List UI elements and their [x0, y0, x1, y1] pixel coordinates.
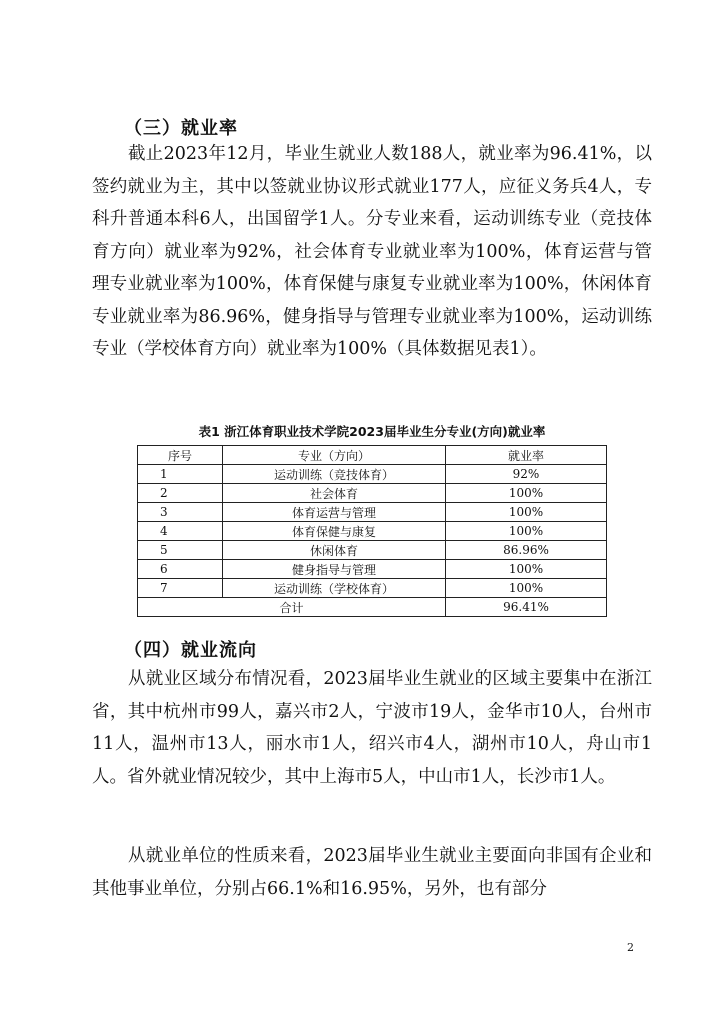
row-index: 6	[138, 560, 223, 579]
row-rate: 100%	[446, 522, 607, 541]
employment-rate-table	[137, 445, 607, 617]
row-rate: 92%	[446, 465, 607, 484]
table-caption: 表1 浙江体育职业技术学院2023届毕业生分专业(方向)就业率	[198, 424, 546, 439]
header-rate: 就业率	[446, 446, 607, 465]
table-row	[138, 579, 607, 598]
employer-type-paragraph: 从就业单位的性质来看，2023届毕业生就业主要面向非国有企业和其他事业单位，分别占66.1%和16.95%，另外，也有部分	[92, 846, 652, 899]
table-header-row	[138, 446, 607, 465]
header-index: 序号	[138, 446, 223, 465]
table-row	[138, 541, 607, 560]
row-index: 7	[138, 579, 223, 598]
section-heading-employment-destination: （四）就业流向	[124, 640, 257, 661]
header-major: 专业（方向）	[223, 446, 446, 465]
row-rate: 100%	[446, 484, 607, 503]
table-total-row	[138, 598, 607, 617]
total-label: 合计	[138, 598, 446, 617]
table-row	[138, 560, 607, 579]
row-rate: 86.96%	[446, 541, 607, 560]
row-index: 2	[138, 484, 223, 503]
table-row	[138, 503, 607, 522]
row-major: 体育保健与康复	[223, 522, 446, 541]
row-index: 1	[138, 465, 223, 484]
row-index: 4	[138, 522, 223, 541]
row-major: 健身指导与管理	[223, 560, 446, 579]
row-rate: 100%	[446, 579, 607, 598]
table-row	[138, 484, 607, 503]
row-major: 社会体育	[223, 484, 446, 503]
row-major: 休闲体育	[223, 541, 446, 560]
table-row	[138, 465, 607, 484]
row-index: 3	[138, 503, 223, 522]
employment-rate-paragraph: 截止2023年12月，毕业生就业人数188人，就业率为96.41%，以签约就业为主，其中以签就业协议形式就业177人，应征义务兵4人，专科升普通本科6人，出国留学1人。分专业来看，运动训练专业（竞技体育方向）就业率为92%，社会体育专业就业率为100%，体育运营与管理专业就业率为100%，体育保健与康复专业就业率为100%，休闲体育专业就业率为86.96%，健身指导与管理专业就业率为100%，运动训练专业（学校体育方向）就业率为100%（具体数据见表1）。	[92, 144, 652, 359]
row-rate: 100%	[446, 503, 607, 522]
row-index: 5	[138, 541, 223, 560]
row-rate: 100%	[446, 560, 607, 579]
total-value: 96.41%	[446, 598, 607, 617]
row-major: 运动训练（学校体育）	[223, 579, 446, 598]
table-row	[138, 522, 607, 541]
row-major: 体育运营与管理	[223, 503, 446, 522]
page-number: 2	[627, 941, 634, 954]
row-major: 运动训练（竞技体育）	[223, 465, 446, 484]
section-heading-employment-rate: （三）就业率	[124, 118, 238, 139]
employment-region-paragraph: 从就业区域分布情况看，2023届毕业生就业的区域主要集中在浙江省，其中杭州市99人，嘉兴市2人，宁波市19人，金华市10人，台州市11人，温州市13人，丽水市1人，绍兴市4人，湖州市10人，舟山市1人。省外就业情况较少，其中上海市5人，中山市1人，长沙市1人。	[92, 669, 652, 787]
